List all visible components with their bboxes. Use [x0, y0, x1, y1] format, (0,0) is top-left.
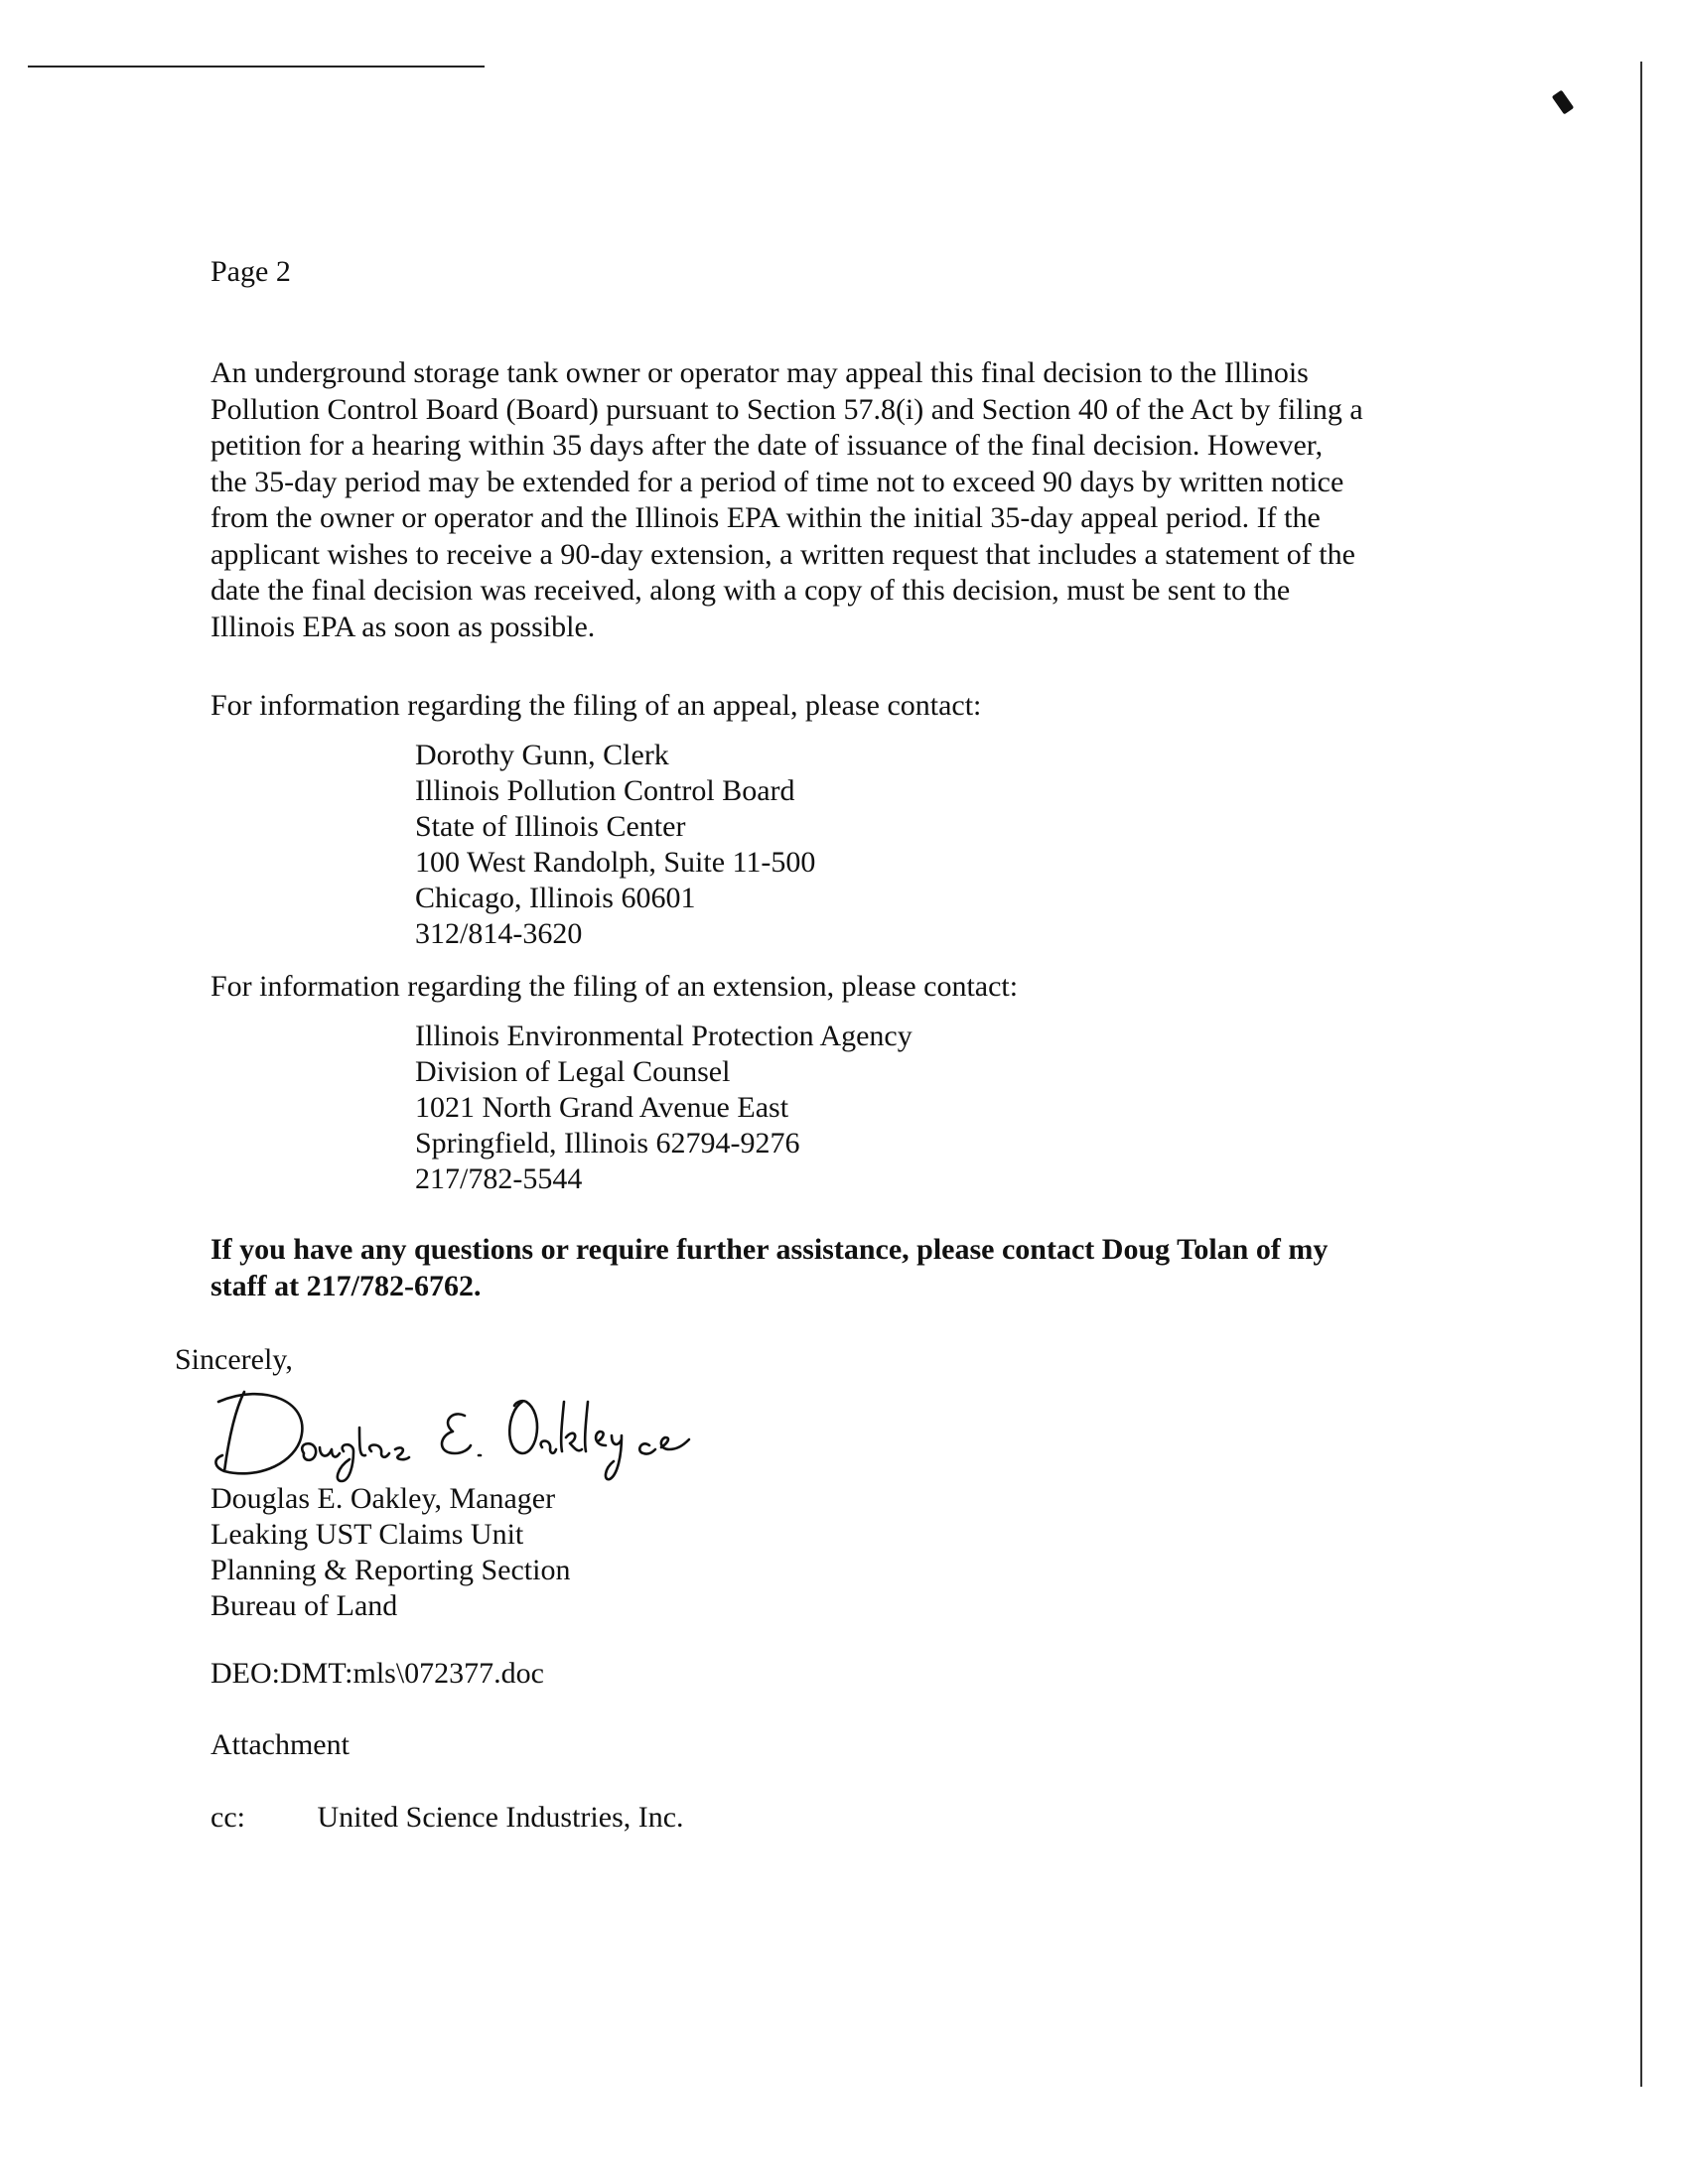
page-number: Page 2 — [210, 255, 291, 288]
scan-mark — [1552, 90, 1574, 115]
address-line: 100 West Randolph, Suite 11-500 — [415, 846, 816, 879]
appeal-line: petition for a hearing within 35 days after the date of issuance of the final decision. However, — [210, 429, 1324, 462]
appeal-line: Illinois EPA as soon as possible. — [210, 610, 596, 643]
closing: Sincerely, — [175, 1343, 293, 1376]
cc-label: cc: — [210, 1801, 245, 1834]
address-line: Illinois Pollution Control Board — [415, 774, 795, 807]
address-line: Springfield, Illinois 62794-9276 — [415, 1127, 800, 1160]
address-line: 1021 North Grand Avenue East — [415, 1091, 789, 1124]
signer-line: Leaking UST Claims Unit — [210, 1518, 524, 1551]
assistance-line: staff at 217/782-6762. — [210, 1270, 482, 1302]
appeal-line: the 35-day period may be extended for a period of time not to exceed 90 days by written notice — [210, 465, 1344, 498]
appeal-paragraph — [210, 355, 1363, 645]
appeal-line: from the owner or operator and the Illinois EPA within the initial 35-day appeal period. If the — [210, 501, 1321, 534]
signer-line: Bureau of Land — [210, 1589, 398, 1622]
signer-line: Planning & Reporting Section — [210, 1554, 571, 1586]
appeal-line: Pollution Control Board (Board) pursuant to Section 57.8(i) and Section 40 of the Act by filing a — [210, 392, 1363, 426]
epa-address — [415, 1019, 912, 1197]
appeal-line: applicant wishes to receive a 90-day extension, a written request that includes a statement of the — [210, 537, 1355, 571]
appeal-line: date the final decision was received, along with a copy of this decision, must be sent to the — [210, 574, 1291, 607]
extension-contact-intro: For information regarding the filing of an extension, please contact: — [210, 970, 1019, 1003]
appeal-contact-intro: For information regarding the filing of an appeal, please contact: — [210, 689, 982, 722]
signer-block — [210, 1481, 570, 1624]
assistance-paragraph — [210, 1231, 1328, 1304]
address-line: Illinois Environmental Protection Agency — [415, 1020, 912, 1052]
board-address — [415, 738, 815, 952]
cc-row — [210, 1800, 684, 1836]
address-line: Chicago, Illinois 60601 — [415, 882, 696, 914]
address-line: Dorothy Gunn, Clerk — [415, 739, 669, 771]
attachment-label: Attachment — [210, 1728, 350, 1761]
address-line: 312/814-3620 — [415, 917, 583, 950]
address-line: State of Illinois Center — [415, 810, 686, 843]
top-rule — [28, 66, 485, 68]
assistance-line: If you have any questions or require further assistance, please contact Doug Tolan of my — [210, 1233, 1329, 1266]
right-margin-rule — [1640, 62, 1642, 2087]
reference-initials: DEO:DMT:mls\072377.doc — [210, 1657, 544, 1690]
address-line: 217/782-5544 — [415, 1162, 583, 1195]
address-line: Division of Legal Counsel — [415, 1055, 731, 1088]
signature-image — [205, 1372, 820, 1491]
cc-recipient: United Science Industries, Inc. — [317, 1801, 684, 1834]
signer-line: Douglas E. Oakley, Manager — [210, 1482, 556, 1515]
appeal-line: An underground storage tank owner or operator may appeal this final decision to the Illinois — [210, 356, 1309, 389]
